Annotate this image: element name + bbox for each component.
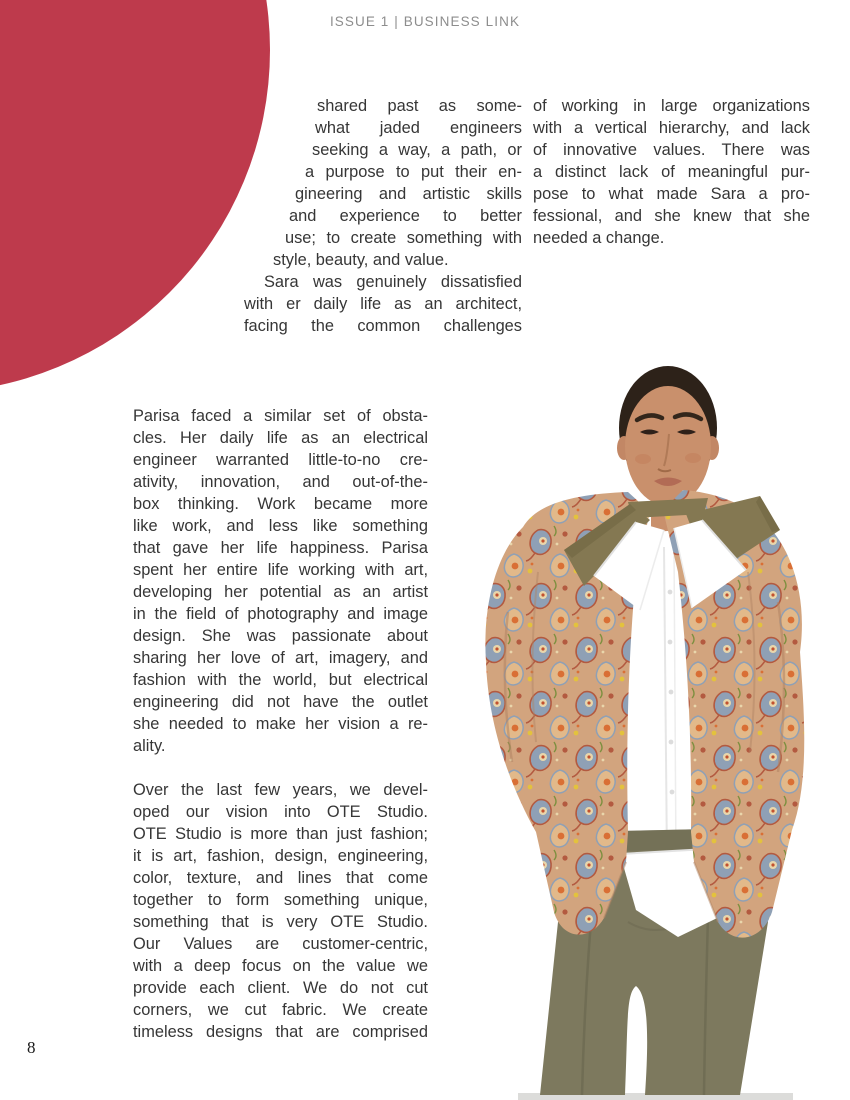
- red-accent-circle: [0, 0, 270, 393]
- text-line: engineering did not have the outlet: [133, 693, 428, 711]
- text-line: style, beauty, and value.: [273, 251, 449, 269]
- text-line: it is art, fashion, design, engineering,: [133, 847, 428, 865]
- text-line: color, texture, and lines that come: [133, 869, 428, 887]
- text-line: cles. Her daily life as an electrical: [133, 429, 428, 447]
- text-line: OTE Studio is more than just fashion;: [133, 825, 428, 843]
- text-line: together to form something unique,: [133, 891, 428, 909]
- text-line: ativity, innovation, and out-of-the-: [133, 473, 428, 491]
- text-line: corners, we cut fabric. We create: [133, 1001, 428, 1019]
- text-line: provide each client. We do not cut: [133, 979, 428, 997]
- text-line: gineering and artistic skills: [295, 185, 522, 203]
- text-line: Sara was genuinely dissatisfied: [264, 273, 522, 291]
- text-line: needed a change.: [533, 229, 665, 247]
- text-line: engineer warranted little-to-no cre-: [133, 451, 428, 469]
- article-column-3-paragraph-2: [133, 779, 428, 1043]
- text-line: timeless designs that are comprised: [133, 1023, 428, 1041]
- text-line: fashion with the world, but electrical: [133, 671, 428, 689]
- text-line: use; to create something with: [285, 229, 522, 247]
- text-line: with a vertical hierarchy, and lack: [533, 119, 810, 137]
- model-photo-illustration: [478, 362, 808, 1100]
- text-line: a purpose to put their en-: [305, 163, 522, 181]
- article-column-1: [244, 95, 522, 337]
- text-line: she needed to make her vision a re-: [133, 715, 428, 733]
- text-line: sharing her love of art, imagery, and: [133, 649, 428, 667]
- text-line: Over the last few years, we devel-: [133, 781, 428, 799]
- text-line: with er daily life as an architect,: [244, 295, 522, 313]
- text-line: shared past as some-: [317, 97, 522, 115]
- article-column-2: [533, 95, 810, 249]
- text-line: Our Values are customer-centric,: [133, 935, 428, 953]
- text-line: spent her entire life working with art,: [133, 561, 428, 579]
- text-line: a distinct lack of meaningful pur-: [533, 163, 810, 181]
- issue-header: ISSUE 1 | BUSINESS LINK: [329, 14, 521, 29]
- text-line: developing her potential as an artist: [133, 583, 428, 601]
- text-line: seeking a way, a path, or: [312, 141, 522, 159]
- text-line: in the field of photography and image: [133, 605, 428, 623]
- text-line: that gave her life happiness. Parisa: [133, 539, 428, 557]
- text-line: box thinking. Work became more: [133, 495, 428, 513]
- text-line: something that is very OTE Studio.: [133, 913, 428, 931]
- model-photo: [478, 362, 808, 1100]
- text-line: facing the common challenges: [244, 317, 522, 335]
- text-line: fessional, and she knew that she: [533, 207, 810, 225]
- article-column-3-paragraph-1: [133, 405, 428, 757]
- text-line: pose to what made Sara a pro-: [533, 185, 810, 203]
- text-line: like work, and less like something: [133, 517, 428, 535]
- text-line: ality.: [133, 737, 166, 755]
- text-line: design. She was passionate about: [133, 627, 428, 645]
- text-line: with a deep focus on the value we: [133, 957, 428, 975]
- text-line: and experience to better: [289, 207, 522, 225]
- text-line: what jaded engineers: [315, 119, 522, 137]
- text-line: of innovative values. There was: [533, 141, 810, 159]
- page-number: 8: [27, 1038, 36, 1057]
- text-line: Parisa faced a similar set of obsta-: [133, 407, 428, 425]
- text-line: oped our vision into OTE Studio.: [133, 803, 428, 821]
- text-line: of working in large organizations: [533, 97, 810, 115]
